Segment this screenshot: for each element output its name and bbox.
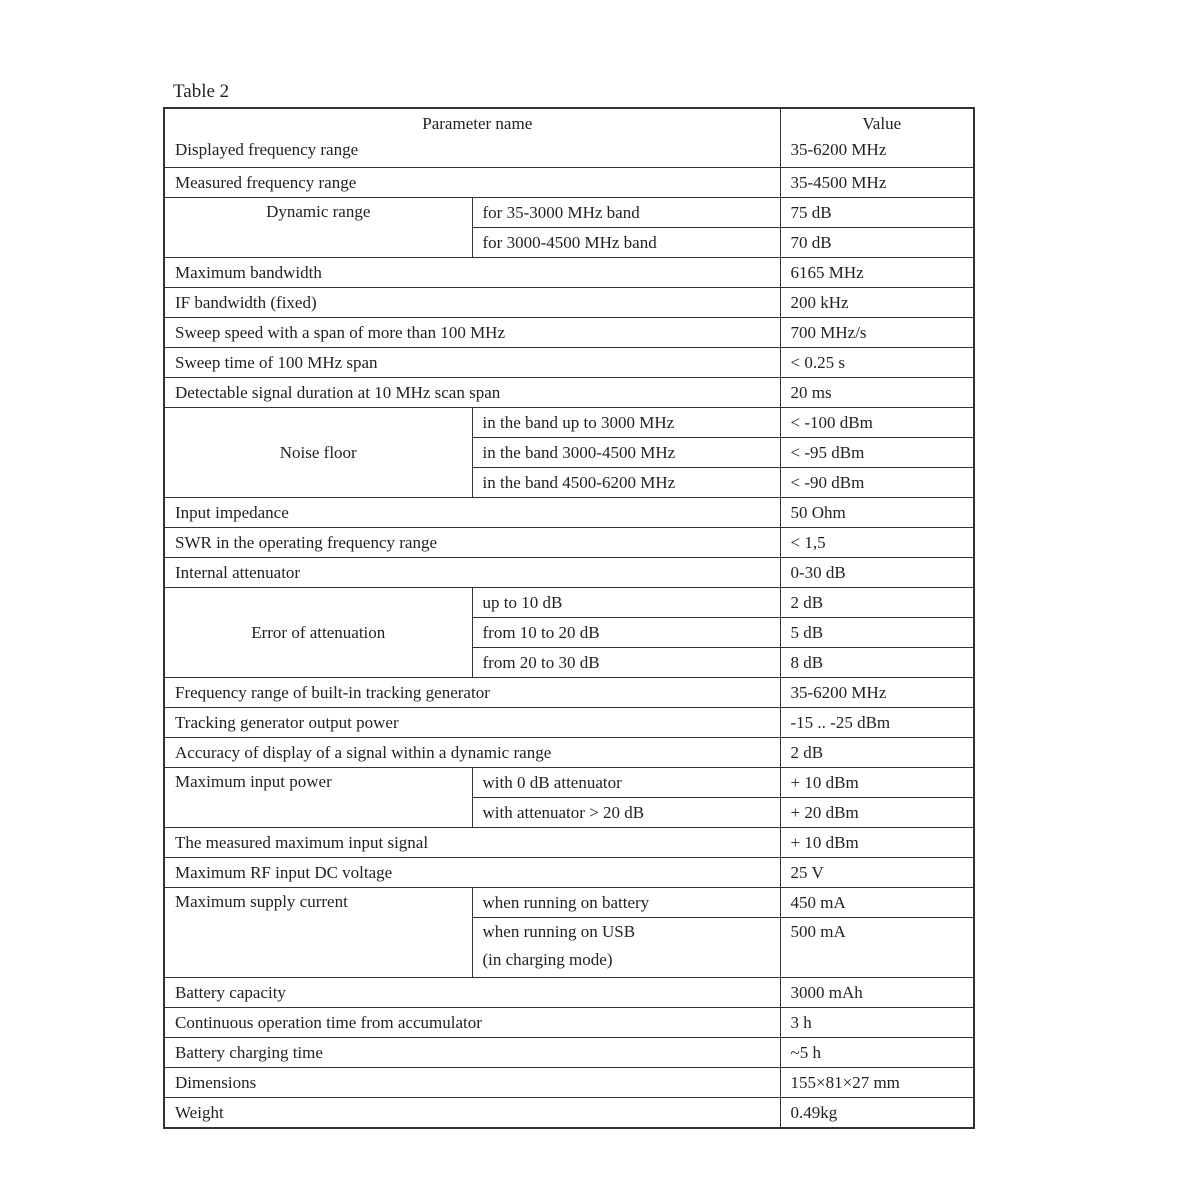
param-name: Measured frequency range — [164, 168, 780, 198]
param-header-cell — [164, 108, 780, 168]
param-name: Input impedance — [164, 498, 780, 528]
table-header-row — [164, 108, 974, 168]
param-name: Frequency range of built-in tracking generator — [164, 678, 780, 708]
param-name: Noise floor — [164, 408, 472, 498]
table-row — [164, 888, 974, 918]
param-value: 3000 mAh — [780, 978, 974, 1008]
param-name: Accuracy of display of a signal within a dynamic range — [164, 738, 780, 768]
param-condition: for 35-3000 MHz band — [472, 198, 780, 228]
param-value: 2 dB — [780, 738, 974, 768]
param-value: 20 ms — [780, 378, 974, 408]
param-name: SWR in the operating frequency range — [164, 528, 780, 558]
param-value: 500 mA — [780, 918, 974, 978]
table-row — [164, 408, 974, 438]
param-value: 155×81×27 mm — [780, 1068, 974, 1098]
value-header-cell — [780, 108, 974, 168]
param-condition: from 10 to 20 dB — [472, 618, 780, 648]
param-name: Sweep speed with a span of more than 100 MHz — [164, 318, 780, 348]
param-condition: with 0 dB attenuator — [472, 768, 780, 798]
param-name: Internal attenuator — [164, 558, 780, 588]
param-name: Error of attenuation — [164, 588, 472, 678]
param-name: Maximum input power — [164, 768, 472, 828]
param-condition: with attenuator > 20 dB — [472, 798, 780, 828]
table-row — [164, 378, 974, 408]
table-row — [164, 708, 974, 738]
table-row — [164, 828, 974, 858]
param-value: 35-4500 MHz — [780, 168, 974, 198]
param-value: 75 dB — [780, 198, 974, 228]
value-column-header: Value — [862, 114, 902, 133]
table-row — [164, 1068, 974, 1098]
param-condition: in the band 3000-4500 MHz — [472, 438, 780, 468]
table-row — [164, 738, 974, 768]
table-row — [164, 858, 974, 888]
table-row — [164, 498, 974, 528]
param-name: Battery charging time — [164, 1038, 780, 1068]
table-row — [164, 348, 974, 378]
param-value: 450 mA — [780, 888, 974, 918]
param-value: 35-6200 MHz — [780, 678, 974, 708]
param-name: IF bandwidth (fixed) — [164, 288, 780, 318]
param-name: Dimensions — [164, 1068, 780, 1098]
table-row — [164, 1098, 974, 1129]
spec-table — [163, 107, 975, 1129]
param-condition: up to 10 dB — [472, 588, 780, 618]
param-condition: in the band up to 3000 MHz — [472, 408, 780, 438]
param-value: 700 MHz/s — [780, 318, 974, 348]
condition-line: when running on USB — [482, 922, 636, 941]
param-name: Detectable signal duration at 10 MHz scan span — [164, 378, 780, 408]
table-row — [164, 678, 974, 708]
table-row — [164, 558, 974, 588]
param-condition: in the band 4500-6200 MHz — [472, 468, 780, 498]
param-value: < -95 dBm — [780, 438, 974, 468]
param-name: Sweep time of 100 MHz span — [164, 348, 780, 378]
param-value: 8 dB — [780, 648, 974, 678]
param-value: 25 V — [780, 858, 974, 888]
param-value: < 0.25 s — [780, 348, 974, 378]
param-condition: when running on battery — [472, 888, 780, 918]
table-row — [164, 768, 974, 798]
param-value: 200 kHz — [780, 288, 974, 318]
param-value: -15 .. -25 dBm — [780, 708, 974, 738]
param-value: < 1,5 — [780, 528, 974, 558]
param-condition — [472, 918, 780, 978]
param-name: Displayed frequency range — [175, 140, 359, 159]
param-name: Maximum RF input DC voltage — [164, 858, 780, 888]
param-value: 50 Ohm — [780, 498, 974, 528]
table-row — [164, 528, 974, 558]
param-value: 0.49kg — [780, 1098, 974, 1129]
param-value: + 10 dBm — [780, 768, 974, 798]
param-value: + 10 dBm — [780, 828, 974, 858]
param-name: Maximum supply current — [164, 888, 472, 978]
param-condition: for 3000-4500 MHz band — [472, 228, 780, 258]
param-value: + 20 dBm — [780, 798, 974, 828]
table-row — [164, 258, 974, 288]
param-value: 70 dB — [780, 228, 974, 258]
param-condition: from 20 to 30 dB — [472, 648, 780, 678]
param-name: The measured maximum input signal — [164, 828, 780, 858]
table-row — [164, 288, 974, 318]
table-row — [164, 198, 974, 228]
param-column-header: Parameter name — [422, 114, 533, 133]
table-row — [164, 588, 974, 618]
table-row — [164, 318, 974, 348]
table-caption: Table 2 — [173, 81, 230, 102]
param-name: Tracking generator output power — [164, 708, 780, 738]
param-value: ~5 h — [780, 1038, 974, 1068]
param-value: 3 h — [780, 1008, 974, 1038]
param-value: 35-6200 MHz — [790, 140, 887, 159]
param-value: < -100 dBm — [780, 408, 974, 438]
param-value: 2 dB — [780, 588, 974, 618]
param-value: < -90 dBm — [780, 468, 974, 498]
param-name: Weight — [164, 1098, 780, 1129]
param-value: 5 dB — [780, 618, 974, 648]
param-name: Continuous operation time from accumulator — [164, 1008, 780, 1038]
param-name: Maximum bandwidth — [164, 258, 780, 288]
table-row — [164, 1038, 974, 1068]
param-name: Battery capacity — [164, 978, 780, 1008]
param-value: 6165 MHz — [780, 258, 974, 288]
condition-line: (in charging mode) — [482, 950, 613, 969]
table-row — [164, 978, 974, 1008]
param-value: 0-30 dB — [780, 558, 974, 588]
param-name: Dynamic range — [164, 198, 472, 258]
table-row — [164, 1008, 974, 1038]
table-row — [164, 168, 974, 198]
